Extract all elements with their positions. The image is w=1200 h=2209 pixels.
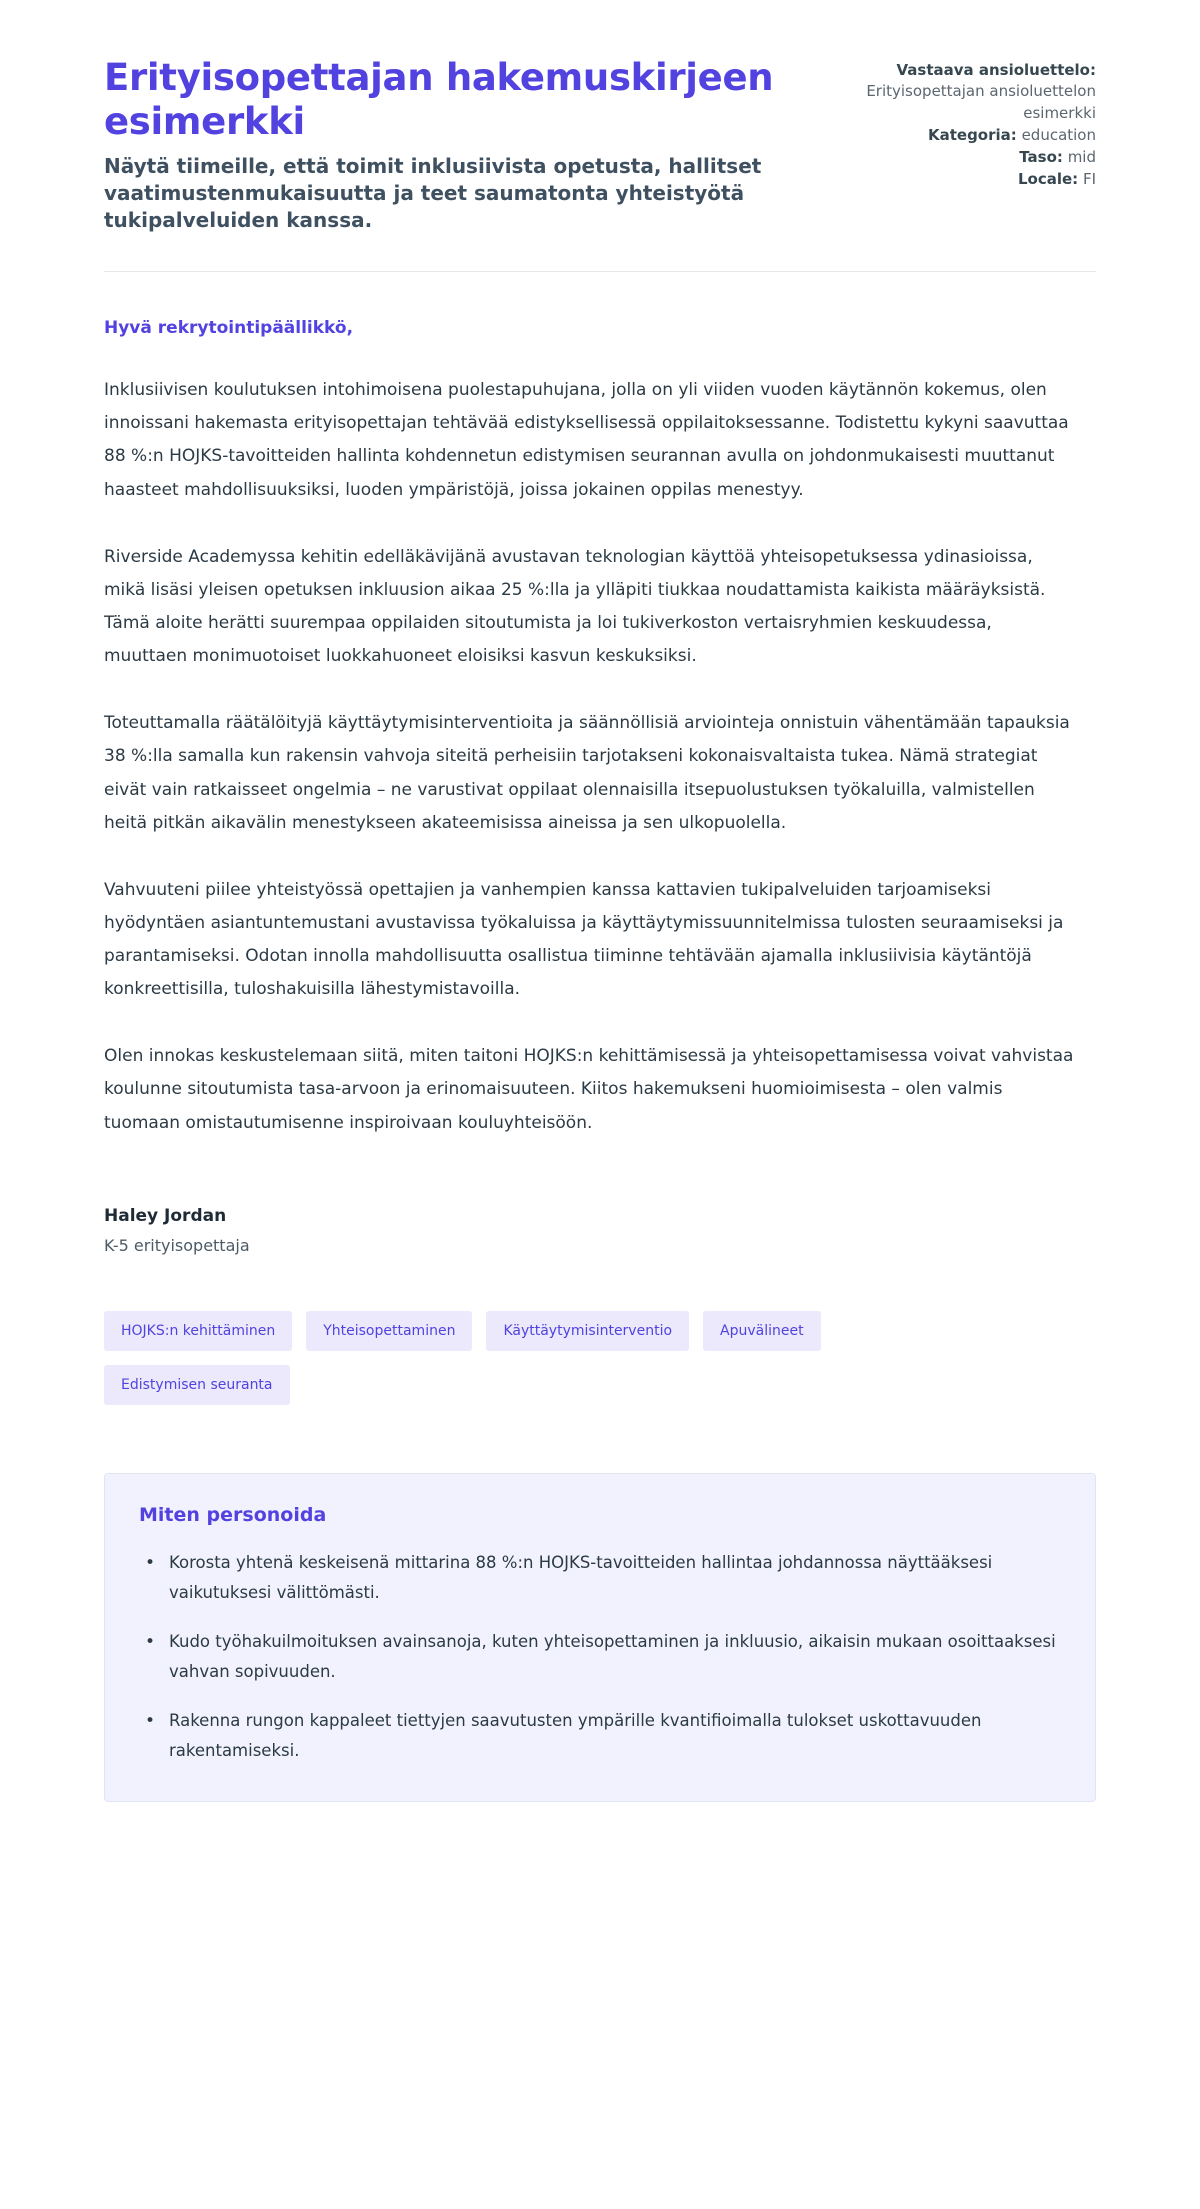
tips-list-item: • Kudo työhakuilmoituksen avainsanoja, kuten yhteisopettaminen ja inkluusio, aikaisin mukaan osoittaaksesi vahvan sopivuuden. <box>165 1627 1061 1688</box>
tag-pill[interactable]: Yhteisopettaminen <box>306 1311 472 1351</box>
meta-category-value: education <box>1021 125 1096 144</box>
meta-related-resume-label: Vastaava ansioluettelo: <box>896 61 1096 79</box>
tag-pill[interactable]: Apuvälineet <box>703 1311 821 1351</box>
header-text-block <box>104 56 806 233</box>
meta-locale-label: Locale: <box>1017 170 1079 189</box>
cover-letter-body <box>104 272 1096 1255</box>
letter-salutation: Hyvä rekrytointipäällikkö, <box>104 318 354 339</box>
letter-signature <box>104 1206 1096 1255</box>
tag-pill[interactable]: Käyttäytymisinterventio <box>486 1311 689 1351</box>
page-title: Erityisopettajan hakemuskirjeen esimerkki <box>104 56 774 143</box>
signature-name: Haley Jordan <box>104 1205 227 1226</box>
tips-list <box>139 1548 1061 1767</box>
meta-level-label: Taso: <box>1019 148 1063 167</box>
tag-pill[interactable]: Edistymisen seuranta <box>104 1365 290 1405</box>
meta-related-resume-value: Erityisopettajan ansioluettelon esimerkki <box>866 82 1096 122</box>
tips-title: Miten personoida <box>139 1503 327 1526</box>
letter-paragraph: Riverside Academyssa kehitin edelläkävijänä avustavan teknologian käyttöä yhteisopetuksessa ydinasioissa, mikä lisäsi yleisen opetuksen inkluusion aikaa 25 %:lla ja ylläpiti tiukkaa noudattamista kaikista määräyksistä. Tämä aloite herätti suurempaa oppilaiden sitoutumista ja loi tukiverkoston vertaisryhmien keskuudessa, muuttaen monimuotoiset luokkahuoneet eloisiksi kasvun keskuksiksi. <box>104 546 1046 667</box>
tag-pill[interactable]: HOJKS:n kehittäminen <box>104 1311 292 1351</box>
meta-related-resume <box>846 60 1096 124</box>
letter-paragraph: Olen innokas keskustelemaan siitä, miten taitoni HOJKS:n kehittämisessä ja yhteisopettamisessa voivat vahvistaa koulunne sitoutumista tasa-arvoon ja erinomaisuuteen. Kiitos hakemukseni huomioimisesta – olen valmis tuomaan omistautumisenne inspiroivaan kouluyhteisöön. <box>104 1046 1074 1133</box>
meta-level <box>846 147 1096 168</box>
meta-locale-value: FI <box>1082 170 1096 189</box>
meta-level-value: mid <box>1067 148 1096 167</box>
tag-list <box>104 1311 984 1405</box>
tips-list-item: • Rakenna rungon kappaleet tiettyjen saavutusten ympärille kvantifioimalla tulokset uskottavuuden rakentamiseksi. <box>165 1706 1061 1767</box>
meta-category <box>846 125 1096 146</box>
page-subtitle: Näytä tiimeille, että toimit inklusiivista opetusta, hallitset vaatimustenmukaisuutta ja teet saumatonta yhteistyötä tukipalveluiden kanssa. <box>104 154 762 232</box>
document-header <box>104 56 1096 233</box>
signature-role: K-5 erityisopettaja <box>104 1235 250 1255</box>
meta-locale <box>846 169 1096 190</box>
meta-category-label: Kategoria: <box>927 125 1017 144</box>
tips-list-item: • Korosta yhtenä keskeisenä mittarina 88 %:n HOJKS-tavoitteiden hallintaa johdannossa näyttääksesi vaikutuksesi välittömästi. <box>165 1548 1061 1609</box>
personalization-tips-panel <box>104 1473 1096 1802</box>
letter-paragraph: Toteuttamalla räätälöityjä käyttäytymisinterventioita ja säännöllisiä arviointeja onnistuin vähentämään tapauksia 38 %:lla samalla kun rakensin vahvoja siteitä perheisiin tarjotakseni kokonaisvaltaista tukea. Nämä strategiat eivät vain ratkaisseet ongelmia – ne varustivat oppilaat olennaisilla itsepuolustuksen työkaluilla, valmistellen heitä pitkän aikavälin menestykseen akateemisissa aineissa ja sen ulkopuolella. <box>104 713 1070 833</box>
letter-paragraph: Vahvuuteni piilee yhteistyössä opettajien ja vanhempien kanssa kattavien tukipalveluiden tarjoamiseksi hyödyntäen asiantuntemustani avustavissa työkaluissa ja käyttäytymissuunnitelmissa tulosten seuraamiseksi ja parantamiseksi. Odotan innolla mahdollisuutta osallistua tiiminne tehtävään ajamalla inklusiivisia käytäntöjä konkreettisilla, tuloshakuisilla lähestymistavoilla. <box>104 879 1064 1000</box>
document-metadata <box>846 56 1096 192</box>
letter-paragraph: Inklusiivisen koulutuksen intohimoisena puolestapuhujana, jolla on yli viiden vuoden käytännön kokemus, olen innoissani hakemasta erityisopettajan tehtävää edistyksellisessä oppilaitoksessanne. Todistettu kykyni saavuttaa 88 %:n HOJKS-tavoitteiden hallinta kohdennetun edistymisen seurannan avulla on johdonmukaisesti muuttanut haasteet mahdollisuuksiksi, luoden ympäristöjä, joissa jokainen oppilas menestyy. <box>104 380 1069 500</box>
